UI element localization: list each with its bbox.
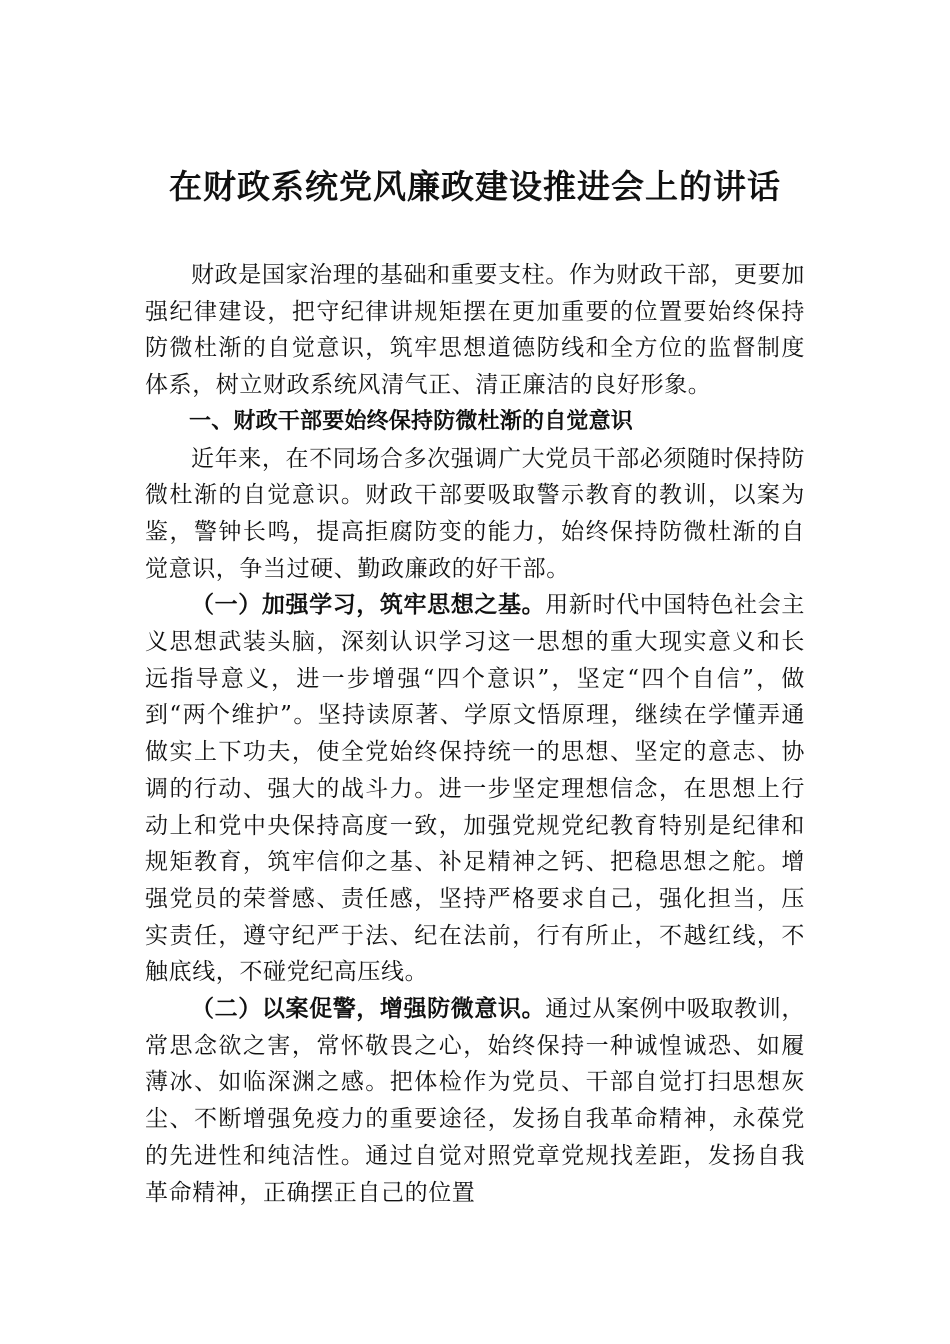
subsection-1-paragraph [145, 587, 805, 991]
subsection-1-text: 用新时代中国特色社会主义思想武装头脑，深刻认识学习这一思想的重大现实意义和长远指导意义，进一步增强“四个意识”，坚定“四个自信”，做到“两个维护”。坚持读原著、学原文悟原理，继续在学懂弄通做实上下功夫，使全党始终保持统一的思想、坚定的意志、协调的行动、强大的战斗力。进一步坚定理想信念，在思想上行动上和党中央保持高度一致，加强党规党纪教育特别是纪律和规矩教育，筑牢信仰之基、补足精神之钙、把稳思想之舵。增强党员的荣誉感、责任感，坚持严格要求自己，强化担当，压实责任，遵守纪严于法、纪在法前，行有所止，不越红线，不触底线，不碰党纪高压线。 [145, 592, 805, 986]
subsection-2-text: 通过从案例中吸取教训，常思念欲之害，常怀敬畏之心，始终保持一种诚惶诚恐、如履薄冰、如临深渊之感。把体检作为党员、干部自觉打扫思想灰尘、不断增强免疫力的重要途径，发扬自我革命精神，永葆党的先进性和纯洁性。通过自觉对照党章党规找差距，发扬自我革命精神，正确摆正自己的位置 [145, 996, 805, 1206]
subsection-1-heading: （一）加强学习，筑牢思想之基。 [191, 591, 546, 619]
subsection-2-paragraph [145, 991, 805, 1211]
intro-paragraph: 财政是国家治理的基础和重要支柱。作为财政干部，更要加强纪律建设，把守纪律讲规矩摆在更加重要的位置要始终保持防微杜渐的自觉意识，筑牢思想道德防线和全方位的监督制度体系，树立财政系统风清气正、清正廉洁的良好形象。 [145, 262, 805, 399]
document-title: 在财政系统党风廉政建设推进会上的讲话 [169, 167, 781, 206]
document-body [145, 257, 805, 1211]
section-1-paragraph: 近年来，在不同场合多次强调广大党员干部必须随时保持防微杜渐的自觉意识。财政干部要吸取警示教育的教训，以案为鉴，警钟长鸣，提高拒腐防变的能力，始终保持防微杜渐的自觉意识，争当过硬、勤政廉政的好干部。 [145, 445, 805, 582]
subsection-2-heading: （二）以案促警，增强防微意识。 [191, 995, 546, 1023]
section-heading-1: 一、财政干部要始终保持防微杜渐的自觉意识 [189, 408, 634, 434]
